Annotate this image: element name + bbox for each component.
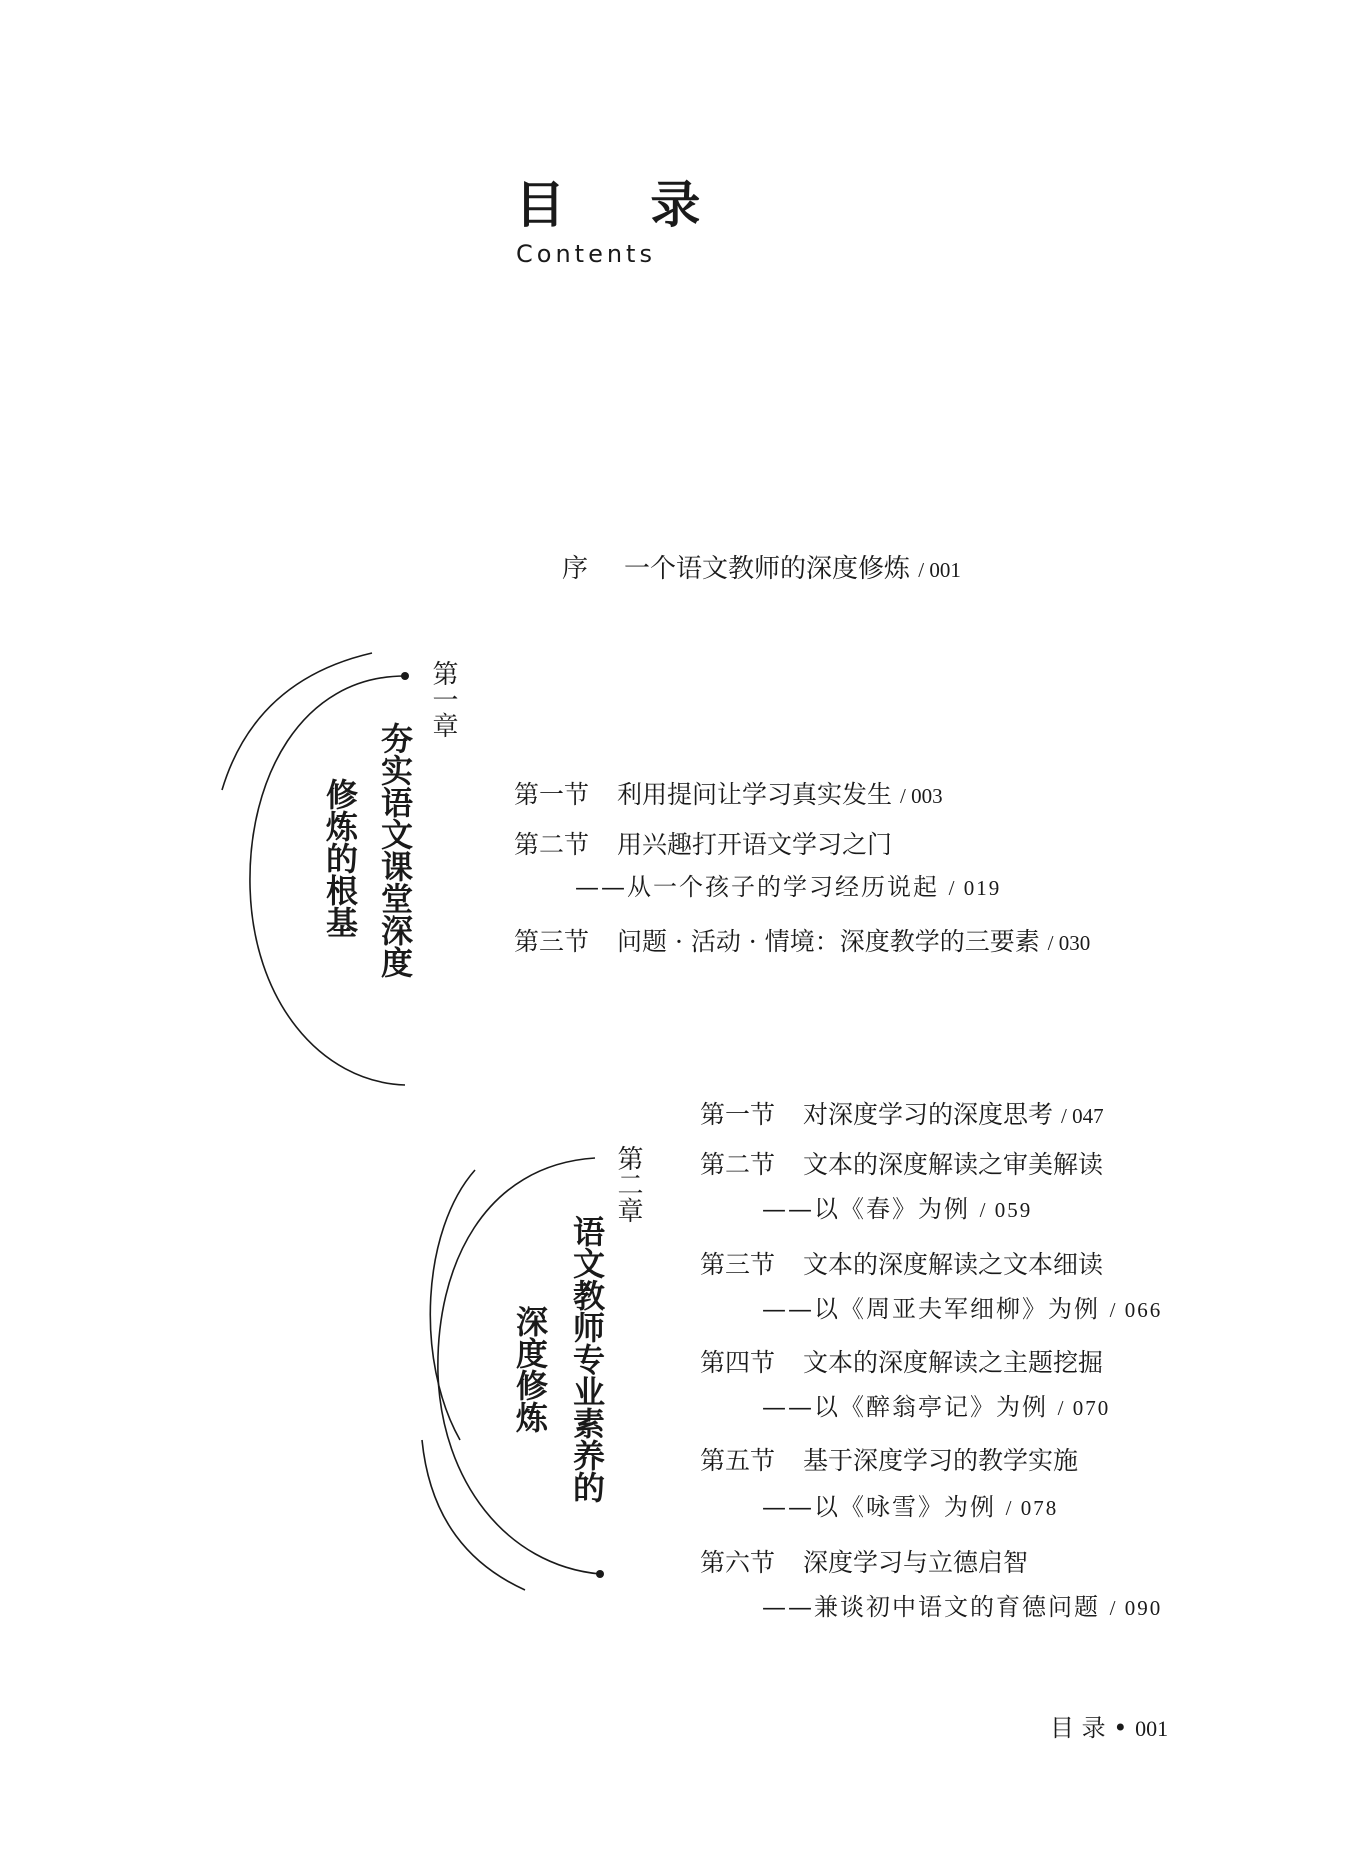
preface-page: / 001 [918,558,961,582]
chapter2-section-3-subtitle[interactable] [762,1292,1162,1327]
section-subtitle: ——从一个孩子的学习经历说起 [575,873,939,901]
section-label: 第六节 [700,1548,776,1577]
section-page: / 003 [899,784,943,808]
page-subtitle: Contents [516,240,656,268]
page-title: 目 录 [515,176,735,234]
chapter2-section-4[interactable] [700,1346,1103,1380]
section-title: 文本的深度解读之主题挖掘 [803,1348,1104,1377]
page-footer [1050,1708,1168,1743]
section-title: 对深度学习的深度思考 [803,1100,1054,1129]
section-label: 第三节 [700,1250,776,1279]
preface-title: 一个语文教师的深度修炼 [624,554,911,584]
chapter2-lower-arc [422,1440,525,1590]
chapter1-section-2-subtitle[interactable] [575,870,1001,905]
section-title: 基于深度学习的教学实施 [803,1446,1079,1475]
chapter2-label: 第二章 [613,1145,643,1223]
chapter2-arc-dot [596,1570,604,1578]
section-label: 第一节 [514,780,590,809]
chapter2-section-2-subtitle[interactable] [762,1192,1032,1227]
chapter1-section-3[interactable] [514,925,1090,960]
section-subtitle: ——以《周亚夫军细柳》为例 [762,1295,1100,1323]
section-subtitle: ——以《春》为例 [762,1195,970,1223]
section-page: / 078 [1005,1496,1059,1520]
section-title: 文本的深度解读之审美解读 [803,1150,1104,1179]
section-page: / 059 [979,1198,1033,1222]
footer-bullet: • [1113,1714,1128,1742]
chapter2-title-line1: 语文教师专业素养的 [568,1215,606,1503]
chapter1-section-1[interactable] [514,778,943,813]
footer-page-number: 001 [1135,1716,1169,1741]
section-subtitle: ——以《咏雪》为例 [762,1493,996,1521]
chapter2-section-6[interactable] [700,1546,1028,1580]
section-title: 深度学习与立德启智 [803,1548,1029,1577]
section-label: 第二节 [700,1150,776,1179]
section-title: 文本的深度解读之文本细读 [803,1250,1104,1279]
section-label: 第五节 [700,1446,776,1475]
section-title: 用兴趣打开语文学习之门 [617,830,893,859]
section-page: / 090 [1109,1596,1163,1620]
section-label: 第三节 [514,927,590,956]
chapter1-title-line1: 夯实语文课堂深度 [376,722,414,978]
section-page: / 019 [948,876,1002,900]
section-title: 问题 · 活动 · 情境：深度教学的三要素 [617,927,1040,956]
chapter1-outer-arc [222,653,372,790]
section-page: / 070 [1057,1396,1111,1420]
section-page: / 047 [1060,1104,1104,1128]
chapter2-section-5[interactable] [700,1444,1078,1478]
chapter2-outer-arc [430,1170,475,1440]
section-subtitle: ——以《醉翁亭记》为例 [762,1393,1048,1421]
footer-text: 目 录 [1050,1714,1106,1742]
chapter2-title-line2: 深度修炼 [511,1305,549,1433]
chapter2-section-4-subtitle[interactable] [762,1390,1110,1425]
section-label: 第四节 [700,1348,776,1377]
chapter2-section-5-subtitle[interactable] [762,1490,1058,1525]
chapter1-title-line2: 修炼的根基 [321,778,359,938]
section-page: / 066 [1109,1298,1163,1322]
section-page: / 030 [1047,931,1091,955]
chapter2-section-3[interactable] [700,1248,1103,1282]
preface-label: 序 [562,554,589,584]
section-label: 第二节 [514,830,590,859]
chapter1-label: 第一章 [428,660,458,738]
chapter2-section-1[interactable] [700,1098,1104,1133]
chapter1-arc-dot [401,672,409,680]
section-subtitle: ——兼谈初中语文的育德问题 [762,1593,1100,1621]
section-title: 利用提问让学习真实发生 [617,780,893,809]
chapter1-section-2[interactable] [514,828,892,862]
chapter2-section-6-subtitle[interactable] [762,1590,1162,1625]
chapter2-section-2[interactable] [700,1148,1103,1182]
section-label: 第一节 [700,1100,776,1129]
